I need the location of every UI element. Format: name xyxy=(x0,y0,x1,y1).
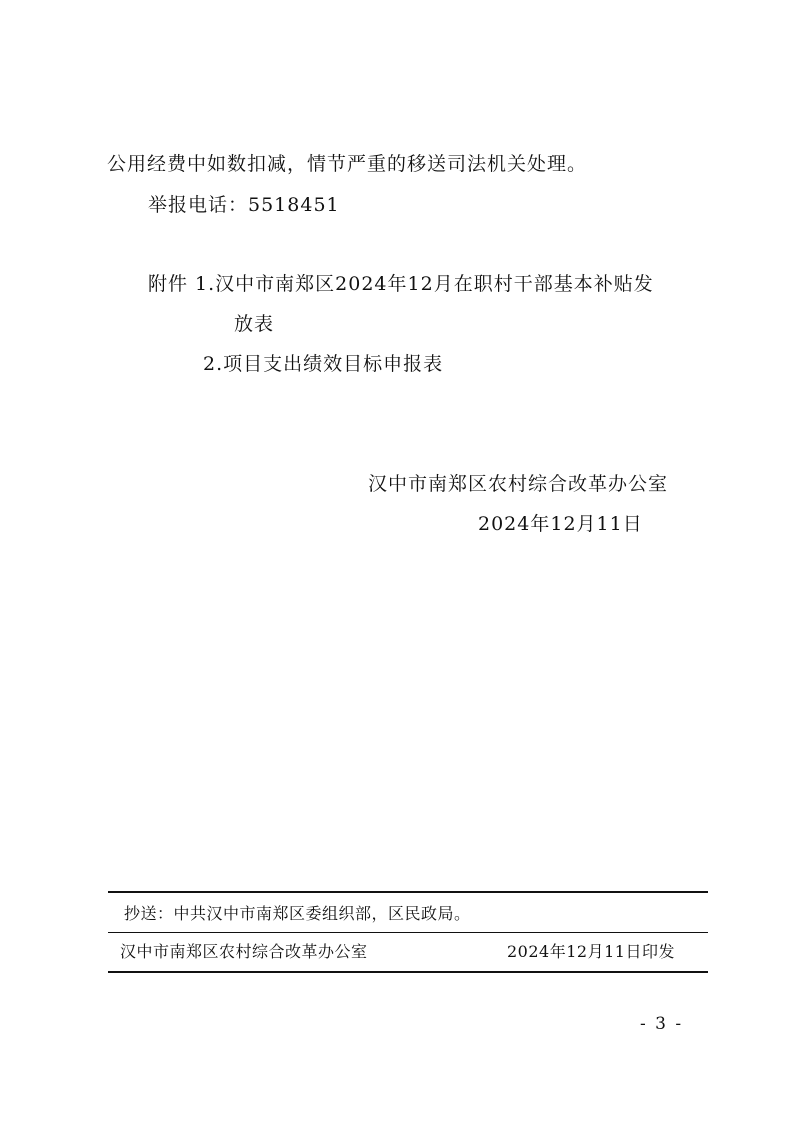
body-text-line: 公用经费中如数扣减，情节严重的移送司法机关处理。 xyxy=(107,153,588,175)
cc-line: 抄送：中共汉中市南郑区委组织部，区民政局。 xyxy=(124,904,471,923)
attachment-1-line-2: 放表 xyxy=(234,313,275,335)
hotline-text: 举报电话：5518451 xyxy=(148,194,340,216)
footer-bottom-rule xyxy=(108,971,708,973)
signature-office: 汉中市南郑区农村综合改革办公室 xyxy=(368,473,669,495)
issue-date: 2024年12月11日印发 xyxy=(507,942,675,961)
attachment-1-line-1: 附件 1.汉中市南郑区2024年12月在职村干部基本补贴发 xyxy=(148,273,654,295)
footer-top-rule xyxy=(108,891,708,893)
attachment-2-line: 2.项目支出绩效目标申报表 xyxy=(203,353,444,375)
signature-date: 2024年12月11日 xyxy=(478,513,643,535)
issuer-name: 汉中市南郑区农村综合改革办公室 xyxy=(120,942,368,961)
footer-middle-rule xyxy=(108,932,708,933)
page-number: - 3 - xyxy=(640,1014,684,1034)
